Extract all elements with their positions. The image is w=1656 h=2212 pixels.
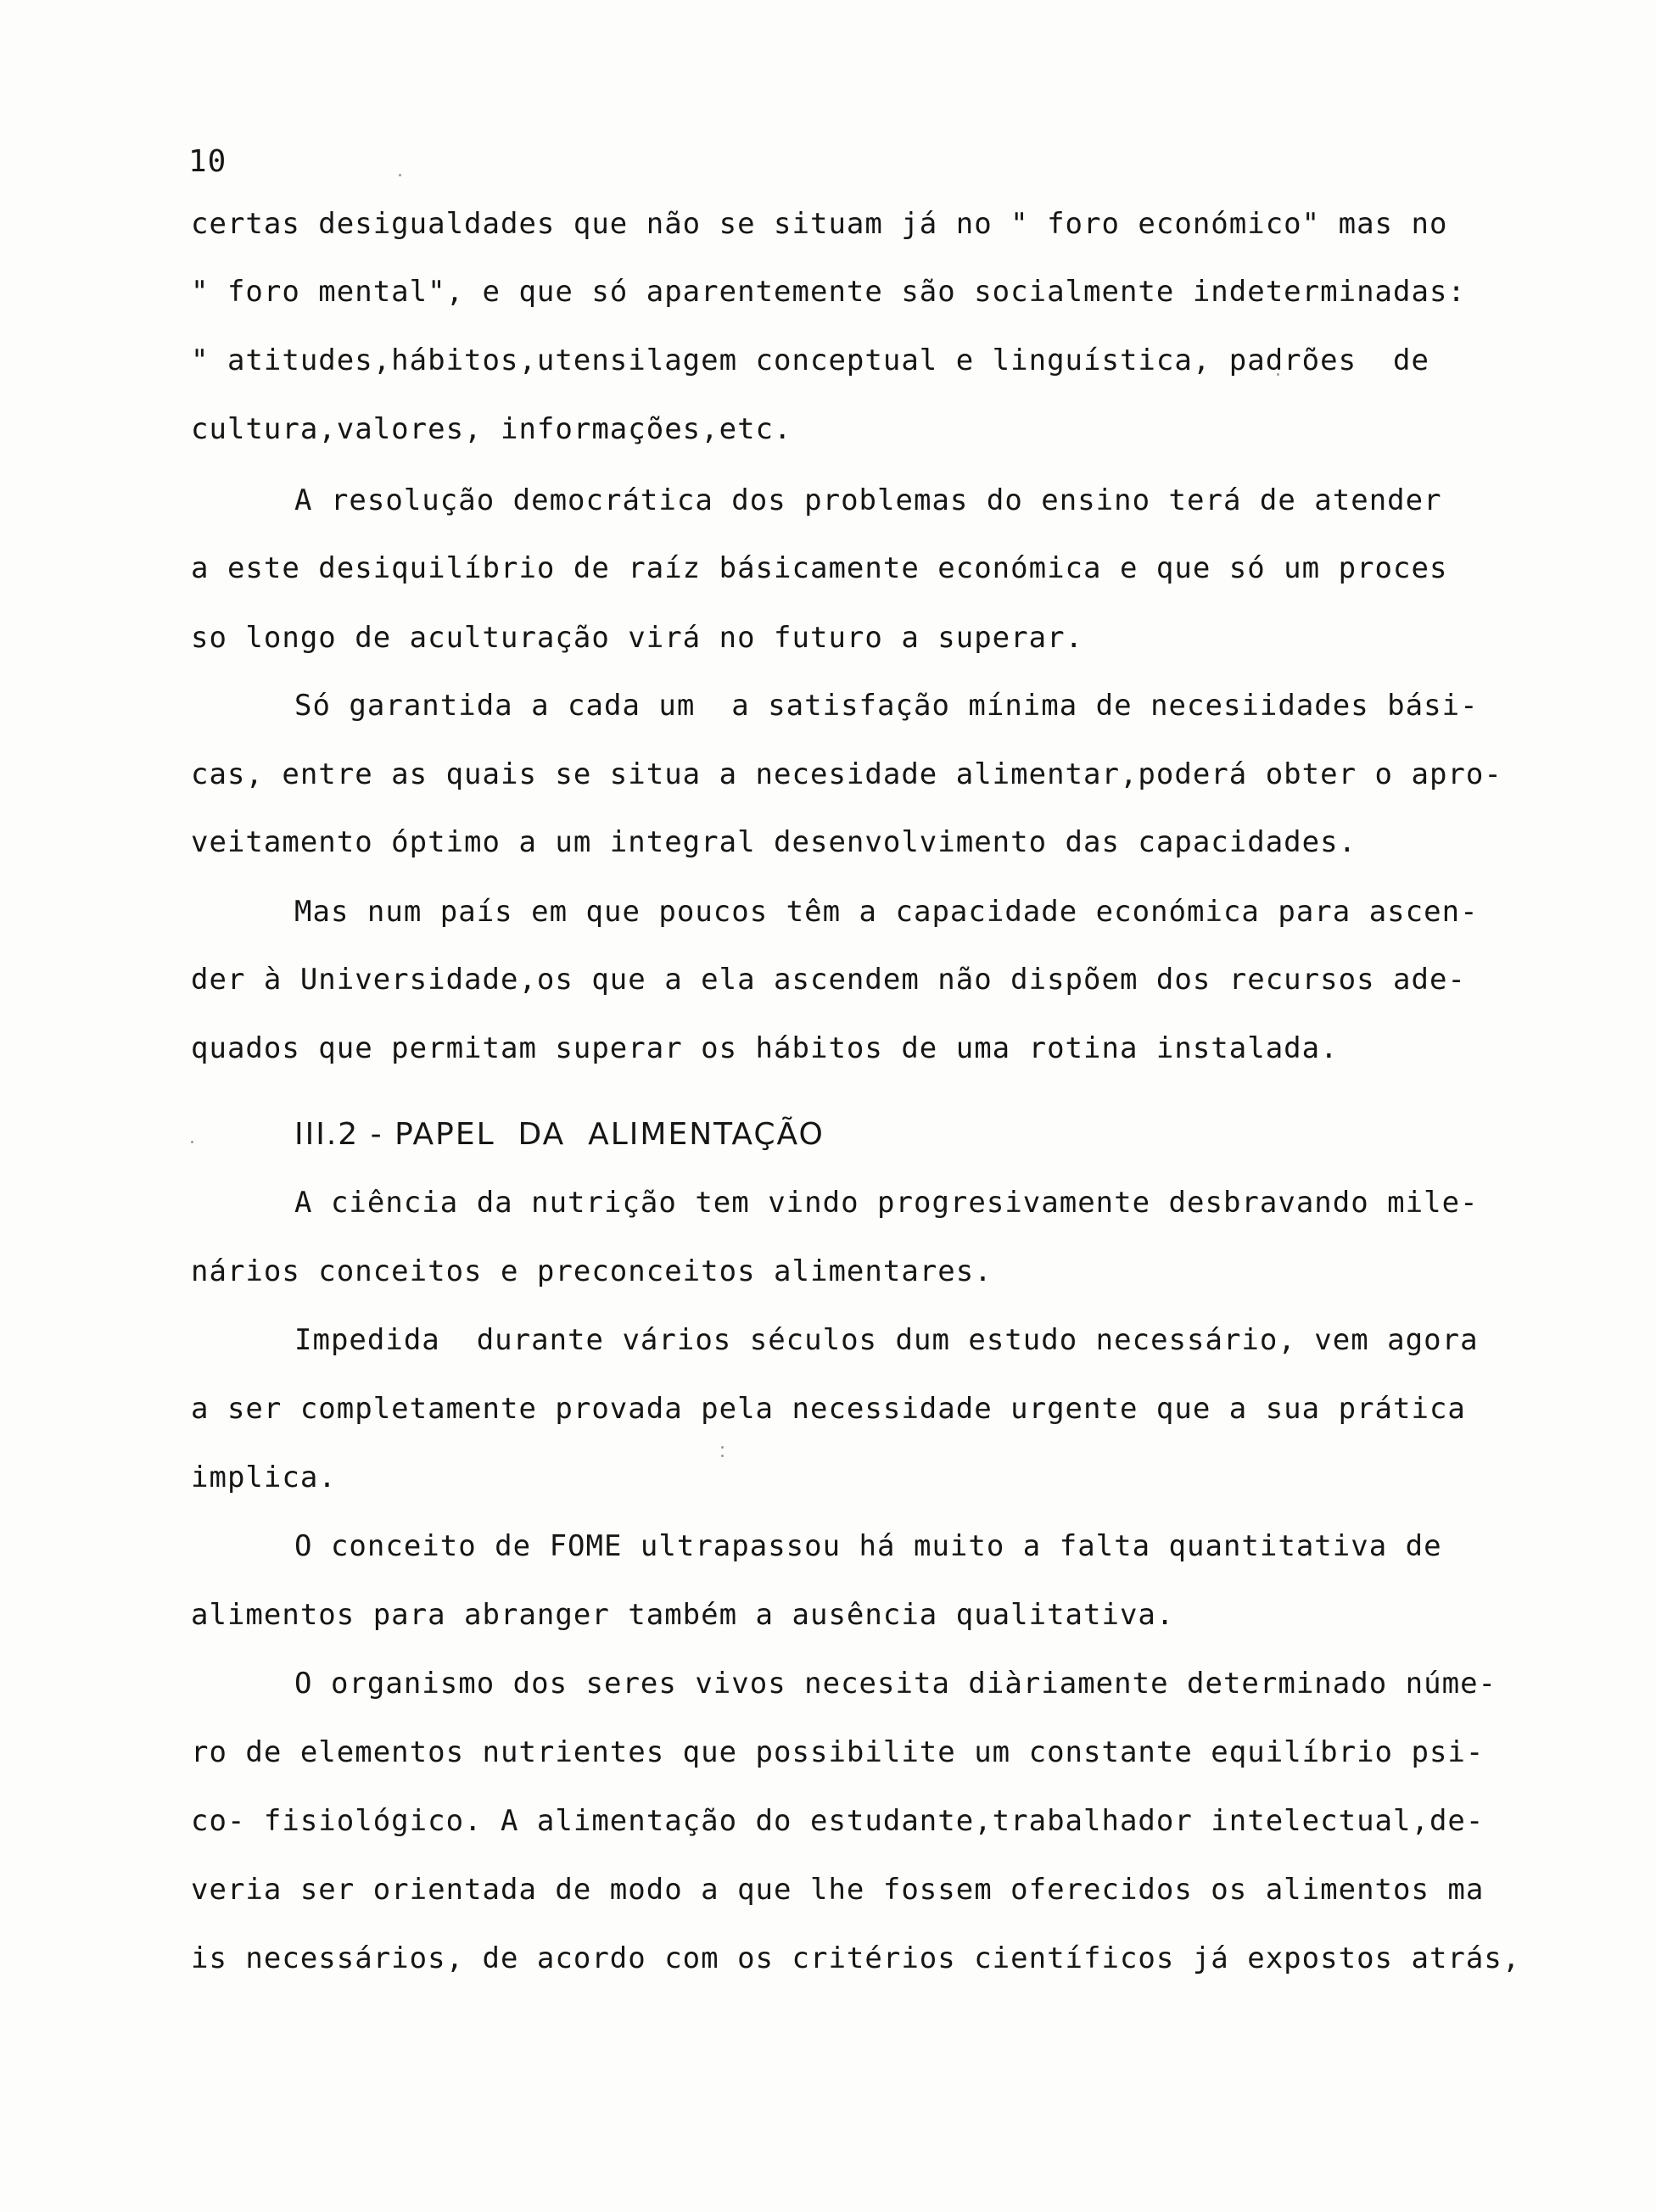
section-heading: III.2 - PAPEL DA ALIMENTAÇÃO — [294, 1117, 825, 1152]
paper-speck — [191, 1141, 193, 1143]
text-line: quados que permitam superar os hábitos de uma rotina instalada. — [191, 1031, 1339, 1065]
text-line: a este desiquilíbrio de raíz básicamente económica e que só um proces — [191, 551, 1448, 585]
text-line: cas, entre as quais se situa a necesidade alimentar,poderá obter o apro- — [191, 757, 1502, 791]
paper-speck — [721, 1455, 724, 1457]
text-line: A resolução democrática dos problemas do ensino terá de atender — [294, 483, 1442, 517]
text-line: " atitudes,hábitos,utensilagem conceptual e linguística, padrões de — [191, 344, 1429, 377]
paper-speck — [721, 1446, 724, 1449]
text-line: A ciência da nutrição tem vindo progresivamente desbravando mile- — [294, 1186, 1479, 1220]
text-line: is necessários, de acordo com os critérios científicos já expostos atrás, — [191, 1941, 1521, 1975]
text-line: " foro mental", e que só aparentemente são socialmente indeterminadas: — [191, 275, 1466, 309]
page-number: 10 — [188, 144, 227, 179]
text-line: ro de elementos nutrientes que possibilite um constante equilíbrio psi- — [191, 1735, 1485, 1769]
text-line: alimentos para abranger também a ausência qualitativa. — [191, 1598, 1175, 1632]
text-line: veria ser orientada de modo a que lhe fossem oferecidos os alimentos ma — [191, 1873, 1485, 1907]
text-line: O organismo dos seres vivos necesita diàriamente determinado núme- — [294, 1667, 1497, 1701]
text-line: Impedida durante vários séculos dum estudo necessário, vem agora — [294, 1323, 1479, 1357]
text-line: certas desigualdades que não se situam já no " foro económico" mas no — [191, 207, 1448, 241]
text-line: Só garantida a cada um a satisfação mínima de necesiidades bási- — [294, 689, 1479, 723]
text-line: co- fisiológico. A alimentação do estudante,trabalhador intelectual,de- — [191, 1804, 1485, 1838]
text-line: a ser completamente provada pela necessidade urgente que a sua prática — [191, 1392, 1466, 1426]
text-line: Mas num país em que poucos têm a capacidade económica para ascen- — [294, 895, 1479, 929]
text-line: O conceito de FOME ultrapassou há muito a falta quantitativa de — [294, 1529, 1442, 1563]
text-line: so longo de aculturação virá no futuro a superar. — [191, 621, 1084, 655]
paper-speck — [399, 174, 401, 176]
text-line: der à Universidade,os que a ela ascendem não dispõem dos recursos ade- — [191, 963, 1466, 997]
text-line: cultura,valores, informações,etc. — [191, 412, 792, 446]
text-line: implica. — [191, 1461, 337, 1494]
text-line: nários conceitos e preconceitos alimentares. — [191, 1254, 993, 1288]
text-line: veitamento óptimo a um integral desenvolvimento das capacidades. — [191, 825, 1357, 859]
